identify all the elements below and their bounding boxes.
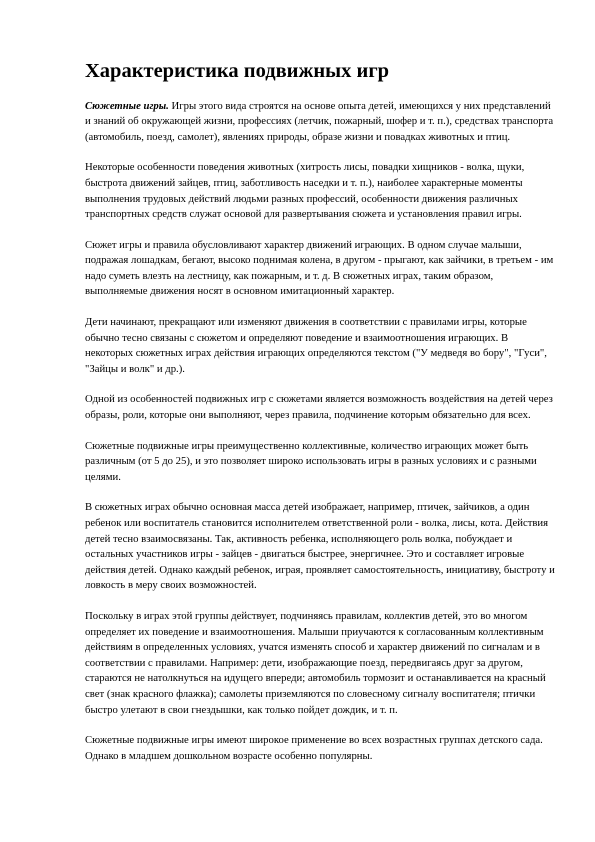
paragraph-game-rules <box>85 315 555 377</box>
paragraph-text: Дети начинают, прекращают или изменяют движения в соответствии с правилами игры, которые обычно тесно связаны с сюжетом и определяют поведение и взаимоотношения играющих. В некоторых сюжетных играх действия играющих определяются текстом ("У медведя во бору", "Гуси", "Зайцы и волк" и др.). <box>85 316 547 375</box>
document-title: Характеристика подвижных игр <box>85 60 390 82</box>
paragraph-collective-games <box>85 439 555 486</box>
paragraph-text: Сюжет игры и правила обусловливают характер движений играющих. В одном случае малыши, подражая лошадкам, бегают, высоко поднимая колена, в другом - прыгают, как зайчики, в третьем - им надо суметь влезть на лестницу, как пожарным, и т. д. В сюжетных играх, таким образом, выполняемые движения носят в основном имитационный характер. <box>85 238 554 298</box>
paragraph-roles-distribution <box>85 500 555 594</box>
paragraph-coordinated-actions <box>85 609 555 718</box>
paragraph-text: Одной из особенностей подвижных игр с сюжетами является возможность воздействия на детей через образы, роли, которые они выполняют, через правила, подчинение которым обязательно для всех. <box>85 393 553 422</box>
paragraph-text: Сюжетные подвижные игры имеют широкое применение во всех возрастных группах детского сада. Однако в младшем дошкольном возрасте особенно популярны. <box>85 734 543 762</box>
paragraph-text: Игры этого вида строятся на основе опыта детей, имеющихся у них представлений и знаний об окружающей жизни, профессиях (летчик, пожарный, шофер и т. п.), средствах транспорта (автомобиль, поезд, самолет), явлениях природы, образе жизни и повадках животных и птиц. <box>85 99 554 143</box>
paragraph-age-groups <box>85 733 555 764</box>
paragraph-animal-behavior <box>85 160 555 222</box>
paragraph-text: В сюжетных играх обычно основная масса детей изображает, например, птичек, зайчиков, а один ребенок или воспитатель становится исполнителем ответственной роли - волка, лисы, кота. Действия детей тесно взаимосвязаны. Так, активность ребенка, исполняющего роль волка, побуждает и остальных участников игры - зайцев - двигаться быстрее, энергичнее. Это и составляет игровые действия детей. Однако каждый ребенок, играя, проявляет самостоятельность, инициативу, быстроту и ловкость в меру своих возможностей. <box>85 501 555 592</box>
paragraph-plot-games <box>85 99 555 146</box>
paragraph-text: Некоторые особенности поведения животных (хитрость лисы, повадки хищников - волка, щуки, быстрота движений зайцев, птиц, заботливость наседки и т. п.), наиболее характерные моменты выполнения трудовых действий людьми разных профессий, особенности движения различных транспортных средств служат основой для развертывания сюжета и установления правил игры. <box>85 161 525 221</box>
paragraph-lead: Сюжетные игры. <box>85 99 169 112</box>
paragraph-text: Поскольку в играх этой группы действует, подчиняясь правилам, коллектив детей, это во многом определяет их поведение и взаимоотношения. Малыши приучаются к согласованным коллективным действиям в определенных условиях, учатся изменять способ и характер движений по сигналам и в соответствии с правилами. Например: дети, изображающие поезд, передвигаясь друг за другом, стараются не натолкнуться на идущего впереди; автомобиль тормозит и останавливается на красный свет (знак красного флажка); самолеты приземляются по словесному сигналу воспитателя; птички быстро улетают в свои гнездышки, как только пойдет дождик, и т. п. <box>85 609 546 716</box>
paragraph-roles-influence <box>85 392 555 423</box>
document-page <box>85 60 555 779</box>
paragraph-movement-character <box>85 238 555 300</box>
paragraph-text: Сюжетные подвижные игры преимущественно коллективные, количество играющих может быть различным (от 5 до 25), и это позволяет широко использовать игры в разных условиях и с разными целями. <box>85 439 537 483</box>
